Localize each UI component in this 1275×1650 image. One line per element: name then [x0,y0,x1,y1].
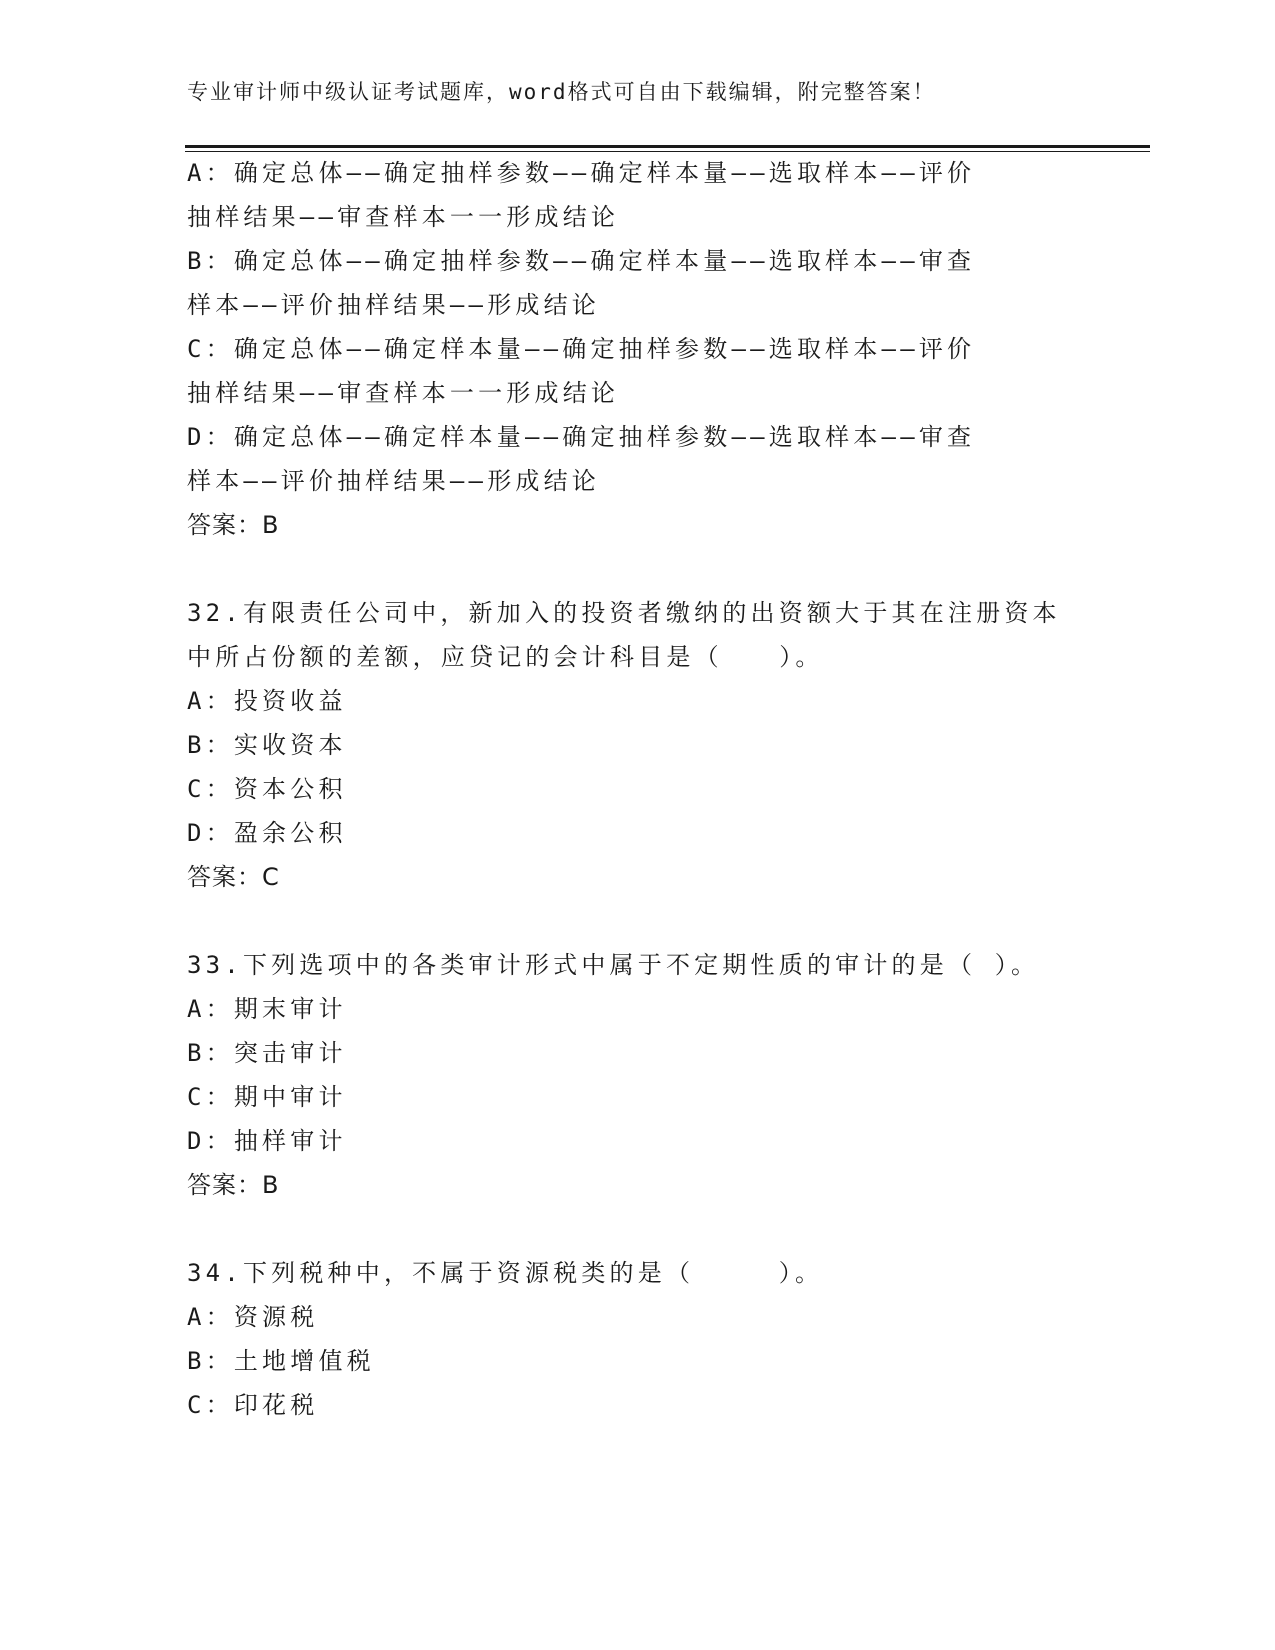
page-header: 专业审计师中级认证考试题库，word格式可自由下载编辑，附完整答案！ [187,80,936,104]
q33-answer: 答案：B [187,1171,280,1199]
q34-option-c: C：印花税 [187,1391,319,1419]
q33-option-a: A：期末审计 [187,995,347,1023]
q32-option-a: A：投资收益 [187,687,347,715]
q32-answer: 答案：C [187,863,280,891]
q32-option-d: D：盈余公积 [187,819,347,847]
q31-option-b-line1: B：确定总体——确定抽样参数——确定样本量——选取样本——审查 [187,247,976,275]
q32-stem-line2: 中所占份额的差额，应贷记的会计科目是（ ）。 [187,643,824,671]
q32-stem-line1: 32.有限责任公司中，新加入的投资者缴纳的出资额大于其在注册资本 [187,599,1061,627]
q32-option-b: B：实收资本 [187,731,347,759]
q34-option-a: A：资源税 [187,1303,319,1331]
header-rule-thin [185,151,1150,152]
q32-option-c: C：资本公积 [187,775,347,803]
q34-option-b: B：土地增值税 [187,1347,375,1375]
q33-option-d: D：抽样审计 [187,1127,347,1155]
q31-option-c-line1: C：确定总体——确定样本量——确定抽样参数——选取样本——评价 [187,335,976,363]
q31-answer: 答案：B [187,511,280,539]
q31-option-d-line1: D：确定总体——确定样本量——确定抽样参数——选取样本——审查 [187,423,976,451]
q33-stem: 33.下列选项中的各类审计形式中属于不定期性质的审计的是（ ）。 [187,951,1040,979]
header-rule-thick [185,145,1150,148]
q34-stem: 34.下列税种中，不属于资源税类的是（ ）。 [187,1259,824,1287]
q31-option-d-line2: 样本——评价抽样结果——形成结论 [187,467,600,495]
q31-option-c-line2: 抽样结果——审查样本一一形成结论 [187,379,620,407]
q31-option-a-line2: 抽样结果——审查样本一一形成结论 [187,203,620,231]
q31-option-a-line1: A：确定总体——确定抽样参数——确定样本量——选取样本——评价 [187,159,976,187]
q33-option-b: B：突击审计 [187,1039,347,1067]
q33-option-c: C：期中审计 [187,1083,347,1111]
q31-option-b-line2: 样本——评价抽样结果——形成结论 [187,291,600,319]
